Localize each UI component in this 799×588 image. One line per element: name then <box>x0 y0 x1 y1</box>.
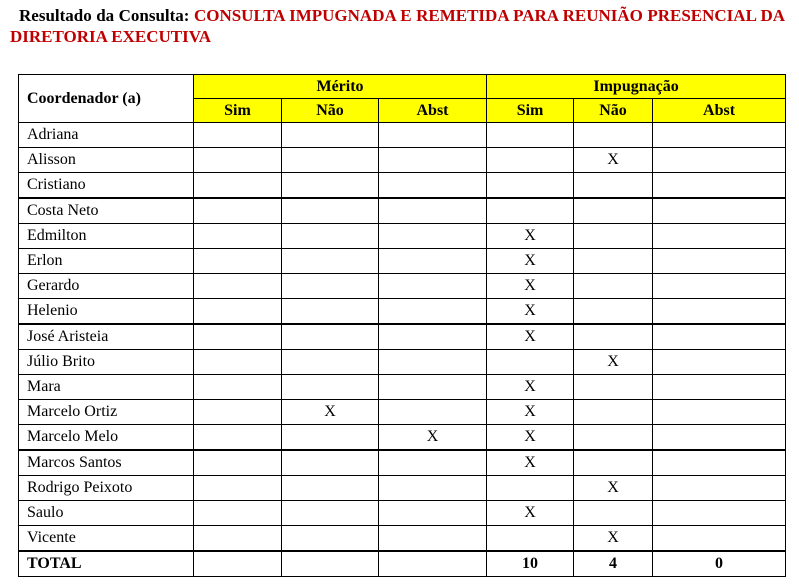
vote-cell <box>653 198 786 224</box>
result-value: CONSULTA IMPUGNADA E REMETIDA PARA REUNIÃO PRESENCIAL DA DIRETORIA EXECUTIVA <box>10 6 785 46</box>
table-row <box>19 224 786 249</box>
vote-cell <box>574 501 653 526</box>
total-label: TOTAL <box>19 551 194 577</box>
vote-cell <box>379 299 487 325</box>
coordinator-name: Júlio Brito <box>19 350 194 375</box>
table-row <box>19 400 786 425</box>
vote-cell <box>653 450 786 476</box>
vote-cell: X <box>487 425 574 451</box>
total-cell: 0 <box>653 551 786 577</box>
vote-cell <box>487 148 574 173</box>
vote-cell <box>282 274 379 299</box>
table-row <box>19 425 786 451</box>
coordinator-name: Adriana <box>19 123 194 148</box>
vote-cell <box>282 375 379 400</box>
vote-cell <box>653 375 786 400</box>
vote-cell <box>574 425 653 451</box>
vote-cell <box>653 476 786 501</box>
vote-cell <box>194 224 282 249</box>
vote-cell <box>194 324 282 350</box>
vote-cell <box>574 299 653 325</box>
vote-cell <box>379 350 487 375</box>
vote-cell: X <box>487 274 574 299</box>
coordinator-name: Helenio <box>19 299 194 325</box>
vote-cell <box>574 400 653 425</box>
vote-cell <box>653 501 786 526</box>
vote-cell <box>194 501 282 526</box>
vote-cell <box>379 324 487 350</box>
vote-cell <box>574 249 653 274</box>
vote-cell: X <box>574 526 653 552</box>
table-row <box>19 526 786 552</box>
vote-cell: X <box>487 400 574 425</box>
vote-cell <box>194 400 282 425</box>
coordinator-name: Erlon <box>19 249 194 274</box>
vote-cell <box>653 274 786 299</box>
vote-cell: X <box>379 425 487 451</box>
total-cell <box>282 551 379 577</box>
coordinator-name: Gerardo <box>19 274 194 299</box>
vote-cell <box>194 198 282 224</box>
vote-cell: X <box>487 450 574 476</box>
coordinator-name: Edmilton <box>19 224 194 249</box>
vote-cell: X <box>487 324 574 350</box>
vote-cell <box>194 450 282 476</box>
vote-cell <box>574 324 653 350</box>
vote-cell: X <box>574 148 653 173</box>
vote-cell <box>379 249 487 274</box>
vote-cell <box>282 350 379 375</box>
vote-cell <box>487 198 574 224</box>
vote-cell: X <box>574 350 653 375</box>
vote-cell <box>653 350 786 375</box>
vote-cell <box>282 173 379 199</box>
vote-cell <box>653 224 786 249</box>
total-row <box>19 551 786 577</box>
vote-cell <box>282 224 379 249</box>
vote-cell <box>379 476 487 501</box>
vote-cell <box>574 198 653 224</box>
vote-cell <box>574 173 653 199</box>
table-row <box>19 299 786 325</box>
table-row <box>19 476 786 501</box>
vote-cell <box>194 173 282 199</box>
vote-cell <box>282 450 379 476</box>
vote-cell <box>379 526 487 552</box>
table-row <box>19 249 786 274</box>
vote-cell <box>194 123 282 148</box>
table-row <box>19 173 786 199</box>
vote-cell <box>653 173 786 199</box>
coordinator-name: Marcelo Melo <box>19 425 194 451</box>
vote-cell <box>574 375 653 400</box>
impugnation-yes-header: Sim <box>487 99 574 123</box>
table-row <box>19 123 786 148</box>
vote-cell <box>379 198 487 224</box>
coordinator-name: José Aristeia <box>19 324 194 350</box>
vote-cell <box>194 526 282 552</box>
vote-cell <box>487 123 574 148</box>
vote-cell <box>379 501 487 526</box>
impugnation-abst-header: Abst <box>653 99 786 123</box>
merit-abst-header: Abst <box>379 99 487 123</box>
vote-cell <box>194 274 282 299</box>
vote-cell <box>194 299 282 325</box>
vote-cell: X <box>574 476 653 501</box>
vote-cell <box>379 173 487 199</box>
vote-cell <box>487 526 574 552</box>
coordinator-name: Rodrigo Peixoto <box>19 476 194 501</box>
total-cell <box>379 551 487 577</box>
vote-cell <box>282 526 379 552</box>
consulta-result-heading <box>10 5 785 47</box>
table-row <box>19 324 786 350</box>
table-row <box>19 198 786 224</box>
coordinator-name: Marcos Santos <box>19 450 194 476</box>
vote-cell <box>194 148 282 173</box>
vote-cell <box>282 299 379 325</box>
vote-cell <box>282 425 379 451</box>
coordinator-name: Marcelo Ortiz <box>19 400 194 425</box>
impugnation-no-header: Não <box>574 99 653 123</box>
merit-group-header: Mérito <box>194 75 487 99</box>
vote-cell <box>379 148 487 173</box>
vote-cell <box>653 400 786 425</box>
table-row <box>19 148 786 173</box>
table-row <box>19 450 786 476</box>
total-cell: 4 <box>574 551 653 577</box>
coordinator-header: Coordenador (a) <box>19 75 194 123</box>
table-row <box>19 274 786 299</box>
total-cell: 10 <box>487 551 574 577</box>
merit-yes-header: Sim <box>194 99 282 123</box>
vote-cell: X <box>487 501 574 526</box>
coordinator-name: Cristiano <box>19 173 194 199</box>
vote-cell <box>379 375 487 400</box>
impugnation-group-header: Impugnação <box>487 75 786 99</box>
vote-cell <box>282 324 379 350</box>
coordinator-name: Alisson <box>19 148 194 173</box>
table-row <box>19 350 786 375</box>
vote-cell <box>194 425 282 451</box>
coordinator-name: Costa Neto <box>19 198 194 224</box>
vote-cell <box>653 324 786 350</box>
vote-cell <box>653 526 786 552</box>
vote-cell <box>282 198 379 224</box>
merit-no-header: Não <box>282 99 379 123</box>
vote-cell <box>653 249 786 274</box>
vote-cell <box>282 148 379 173</box>
result-label: Resultado da Consulta: <box>19 6 190 25</box>
vote-cell <box>379 400 487 425</box>
vote-cell <box>653 123 786 148</box>
vote-cell <box>379 274 487 299</box>
vote-cell <box>282 476 379 501</box>
vote-cell <box>194 249 282 274</box>
vote-cell: X <box>487 375 574 400</box>
vote-cell <box>379 450 487 476</box>
vote-cell: X <box>282 400 379 425</box>
table-row <box>19 501 786 526</box>
vote-cell <box>194 375 282 400</box>
vote-cell <box>653 148 786 173</box>
vote-cell <box>574 224 653 249</box>
coordinator-name: Vicente <box>19 526 194 552</box>
vote-cell <box>574 450 653 476</box>
vote-cell: X <box>487 299 574 325</box>
votes-table <box>18 74 786 577</box>
vote-cell <box>194 350 282 375</box>
vote-cell: X <box>487 249 574 274</box>
vote-cell <box>574 274 653 299</box>
vote-cell <box>282 501 379 526</box>
coordinator-name: Saulo <box>19 501 194 526</box>
vote-cell <box>487 350 574 375</box>
table-row <box>19 375 786 400</box>
vote-cell <box>487 173 574 199</box>
total-cell <box>194 551 282 577</box>
coordinator-name: Mara <box>19 375 194 400</box>
vote-cell: X <box>487 224 574 249</box>
vote-cell <box>282 123 379 148</box>
vote-cell <box>487 476 574 501</box>
vote-cell <box>653 425 786 451</box>
vote-cell <box>574 123 653 148</box>
vote-cell <box>379 123 487 148</box>
vote-cell <box>282 249 379 274</box>
vote-cell <box>379 224 487 249</box>
vote-cell <box>194 476 282 501</box>
vote-cell <box>653 299 786 325</box>
